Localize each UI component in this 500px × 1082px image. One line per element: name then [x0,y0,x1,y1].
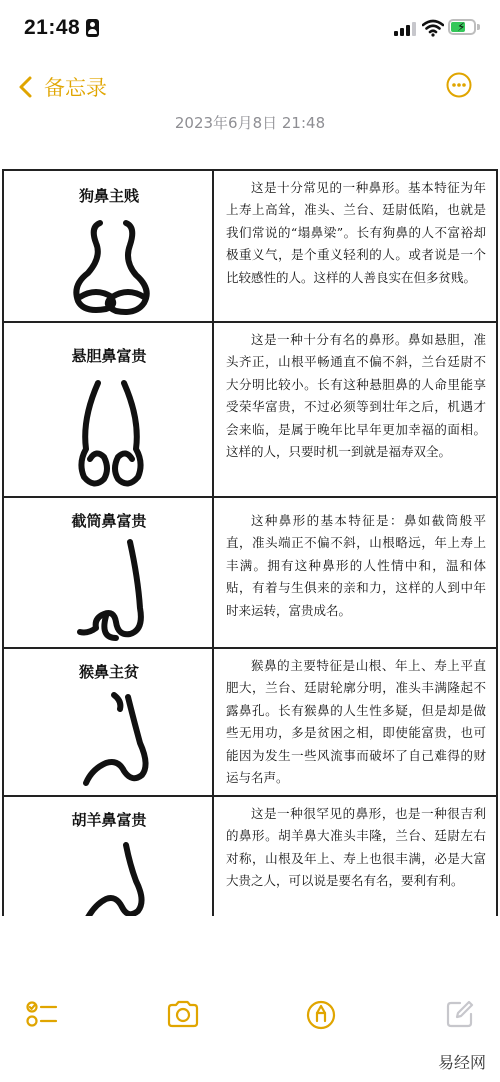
back-button[interactable] [14,72,107,102]
ellipsis-circle-icon[interactable] [446,72,472,98]
row-title: 悬胆鼻富贵 [71,347,147,365]
camera-icon[interactable] [166,1000,200,1028]
table-row [4,498,496,649]
row-title: 狗鼻主贱 [78,187,139,205]
row-description: 猴鼻的主要特征是山根、年上、寿上平直肥大，兰台、廷尉轮廓分明，准头丰满隆起不露鼻孔。长有猴鼻的人生性多疑，但是却是做些无用功，多是贫困之相，即使能富贵，也可能因为发生一些风流事而破坏了自己难得的财运与名声。 [226,658,486,786]
row-description: 这种鼻形的基本特征是：鼻如截筒般平直，准头端正不偏不斜，山根略远，年上寿上丰满。拥有这种鼻形的人性情中和，温和体贴，有着与生俱来的亲和力，这样的人到中年时来运转，富贵成名。 [226,513,486,618]
row-description: 这是十分常见的一种鼻形。基本特征为年上寿上高耸，准头、兰台、廷尉低陷，也就是我们常说的“塌鼻梁”。长有狗鼻的人不富裕却极重义气，是个重义轻利的人。或者说是一个比较感性的人。这样的人善良实在但多贫贱。 [226,180,486,285]
chevron-left-icon [14,74,40,100]
row-title: 胡羊鼻富贵 [71,811,147,829]
nose-drawing [70,691,166,791]
status-time: 21:48 [24,16,81,39]
row-title: 猴鼻主贫 [78,663,139,681]
table-row [4,171,496,323]
status-bar [0,0,500,60]
nose-drawing [68,379,154,491]
cellular-signal-icon [394,22,416,36]
checklist-icon[interactable] [26,1000,58,1028]
battery-icon: ⚡ [448,19,476,35]
row-left-cell [4,498,214,647]
nose-drawing [74,841,164,916]
table-row [4,649,496,797]
bottom-toolbar [0,985,500,1045]
row-description: 这是一种很罕见的鼻形，也是一种很吉利的鼻形。胡羊鼻大准头丰隆，兰台、廷尉左右对称，山根及年上、寿上也很丰满，必是大富大贵之人，可以说是要名有名，要利有利。 [226,806,486,889]
compose-icon[interactable] [446,1000,474,1028]
row-left-cell [4,323,214,496]
row-right-cell [216,323,496,496]
back-label: 备忘录 [44,76,107,100]
row-left-cell [4,797,214,916]
row-title: 截筒鼻富贵 [71,512,147,530]
markup-pen-icon[interactable] [306,1000,336,1030]
table-row [4,323,496,498]
person-icon [86,19,99,37]
row-left-cell [4,649,214,795]
note-date: 2023年6月8日 21:48 [174,114,326,132]
row-left-cell [4,171,214,321]
watermark: 易经网 [437,1053,486,1072]
row-description: 这是一种十分有名的鼻形。鼻如悬胆，准头齐正，山根平畅通直不偏不斜，兰台廷尉不大分明比较小。长有这种悬胆鼻的人命里能享受荣华富贵，不过必须等到壮年之后，机遇才会来临，是属于晚年比早年更加幸福的面相。这样的人，只要时机一到就是福寿双全。 [226,332,486,460]
nose-table-image [2,169,498,916]
row-right-cell [216,797,496,916]
wifi-icon [422,19,444,37]
nose-drawing [66,538,162,644]
row-right-cell [216,171,496,321]
row-right-cell [216,498,496,647]
table-row [4,797,496,916]
battery-nub [477,24,480,30]
nose-drawing [66,217,158,317]
row-right-cell [216,649,496,795]
